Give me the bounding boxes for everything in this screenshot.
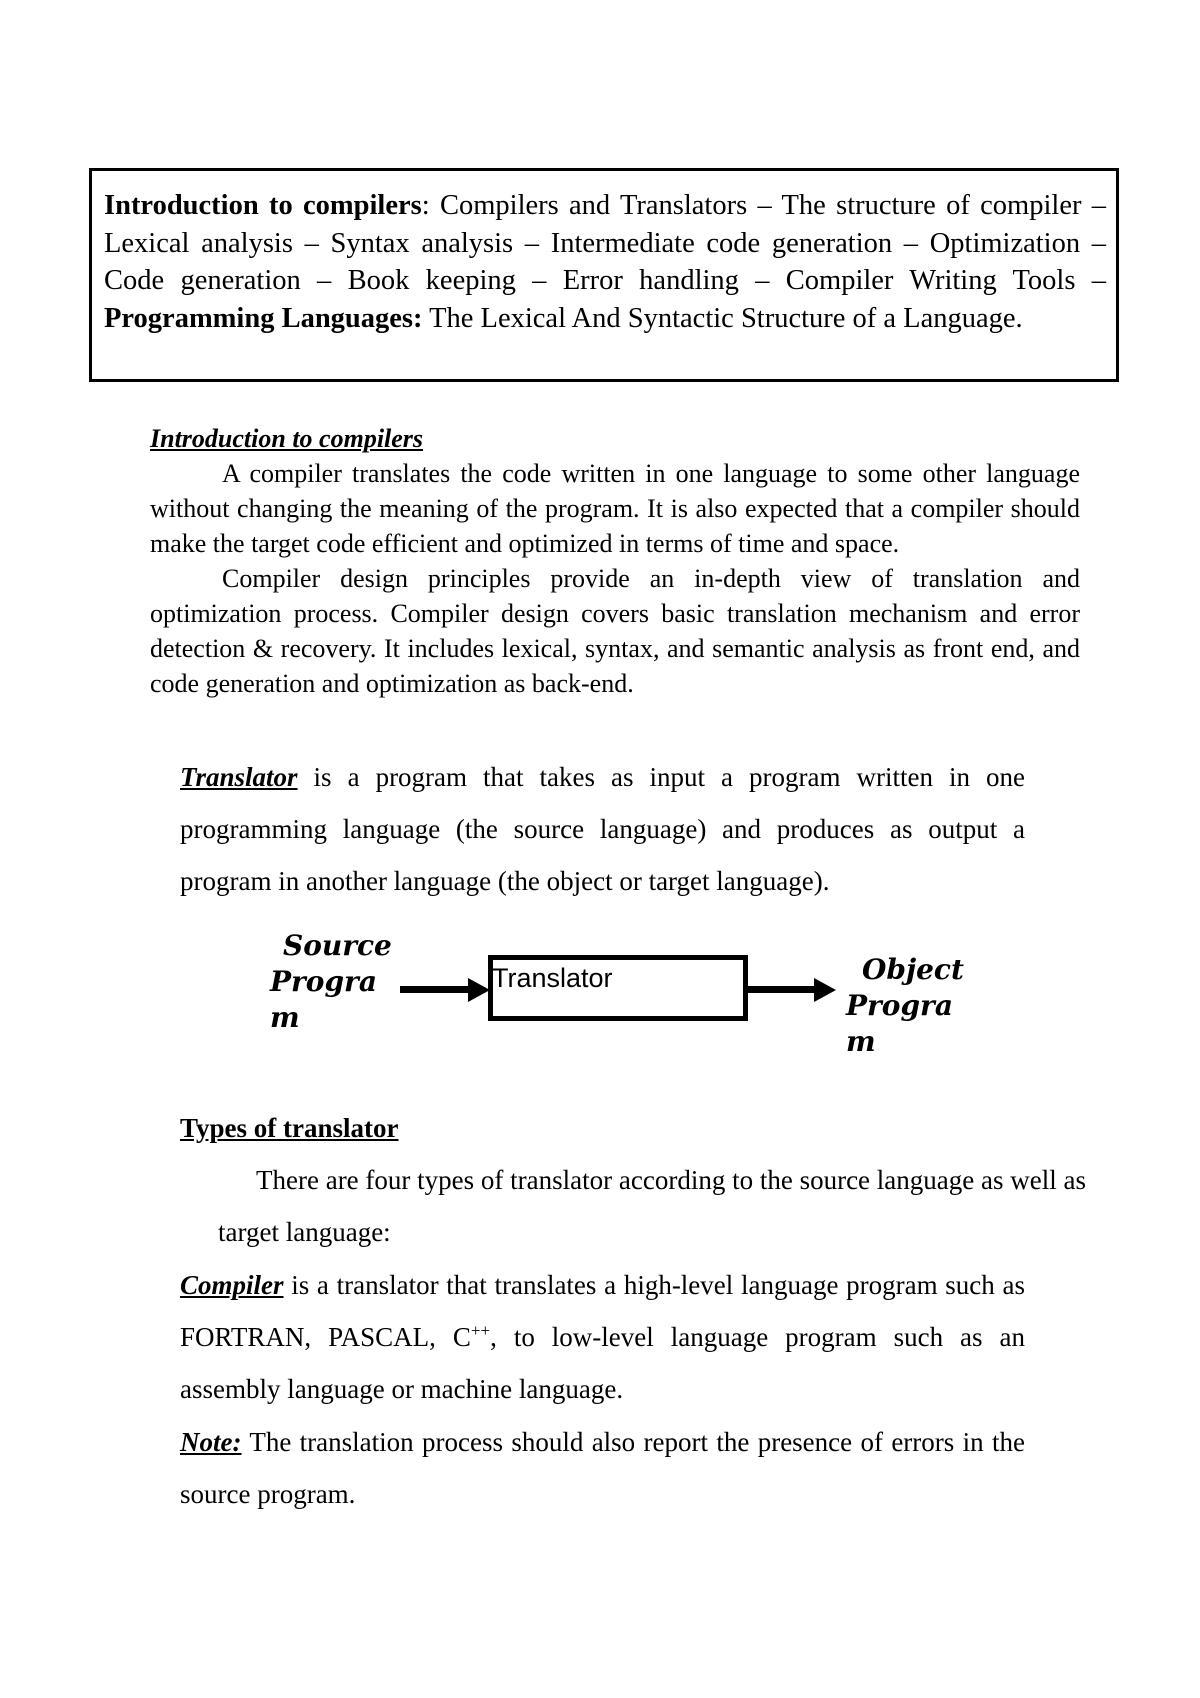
translator-term: Translator	[180, 762, 298, 792]
syllabus-sep: :	[421, 190, 430, 221]
intro-paragraph-2: Compiler design principles provide an in-depth view of translation and optimization process. Compiler design covers basic translation mechanism and error detection & recovery. It includes lexical, syntax, and semantic analysis as front end, and code generation and optimization as back-end.	[150, 564, 1080, 698]
input-arrow-head	[468, 978, 490, 1002]
source-label-line-3: m	[270, 1001, 300, 1034]
syllabus-intro-label: Introduction to compilers	[104, 190, 422, 221]
object-label-line-1: Object	[862, 953, 964, 986]
note-paragraph	[180, 1416, 1025, 1520]
source-label-line-2: Progra	[270, 965, 377, 998]
types-intro: There are four types of translator according to the source language as well as target language:	[218, 1165, 1086, 1247]
input-arrow-shaft	[400, 986, 472, 993]
translator-box-label: Translator	[492, 963, 613, 993]
syllabus-topics-b: The Lexical And Syntactic Structure of a Language.	[422, 302, 1023, 334]
compiler-term: Compiler	[180, 1270, 284, 1300]
object-label-line-3: m	[846, 1025, 876, 1058]
note-term: Note:	[180, 1427, 242, 1457]
syllabus-topics-a: Compilers and Translators – The structure of compiler – Lexical analysis – Syntax analysis – Intermediate code generation – Optimization – Code generation – Book keeping – Error handling – Compiler Writing Tools –	[104, 190, 1107, 296]
output-arrow-head	[814, 978, 836, 1002]
compiler-text-b: , to low-level language program such as an assembly language or machine language.	[180, 1322, 1025, 1404]
compiler-definition	[180, 1259, 1025, 1415]
translator-definition	[180, 751, 1025, 907]
syllabus-pl-label: Programming Languages:	[104, 302, 423, 334]
intro-paragraph-1: A compiler translates the code written in one language to some other language without changing the meaning of the program. It is also expected that a compiler should make the target code efficient and optimized in terms of time and space.	[150, 459, 1080, 558]
object-label-line-2: Progra	[846, 989, 953, 1022]
compiler-superscript: ++	[470, 1321, 491, 1340]
note-text: The translation process should also report the presence of errors in the source program.	[180, 1427, 1025, 1509]
types-heading: Types of translator	[180, 1113, 399, 1143]
syllabus-box	[89, 168, 1119, 382]
intro-heading: Introduction to compilers	[150, 424, 424, 453]
output-arrow-shaft	[748, 986, 818, 993]
compiler-text-a: is a translator that translates a high-level language program such as FORTRAN, PASCAL, C	[180, 1270, 1025, 1352]
translator-text: is a program that takes as input a program written in one programming language (the source language) and produces as output a program in another language (the object or target language).	[180, 762, 1025, 896]
intro-section	[150, 421, 1080, 701]
source-label-line-1: Source	[283, 929, 392, 962]
